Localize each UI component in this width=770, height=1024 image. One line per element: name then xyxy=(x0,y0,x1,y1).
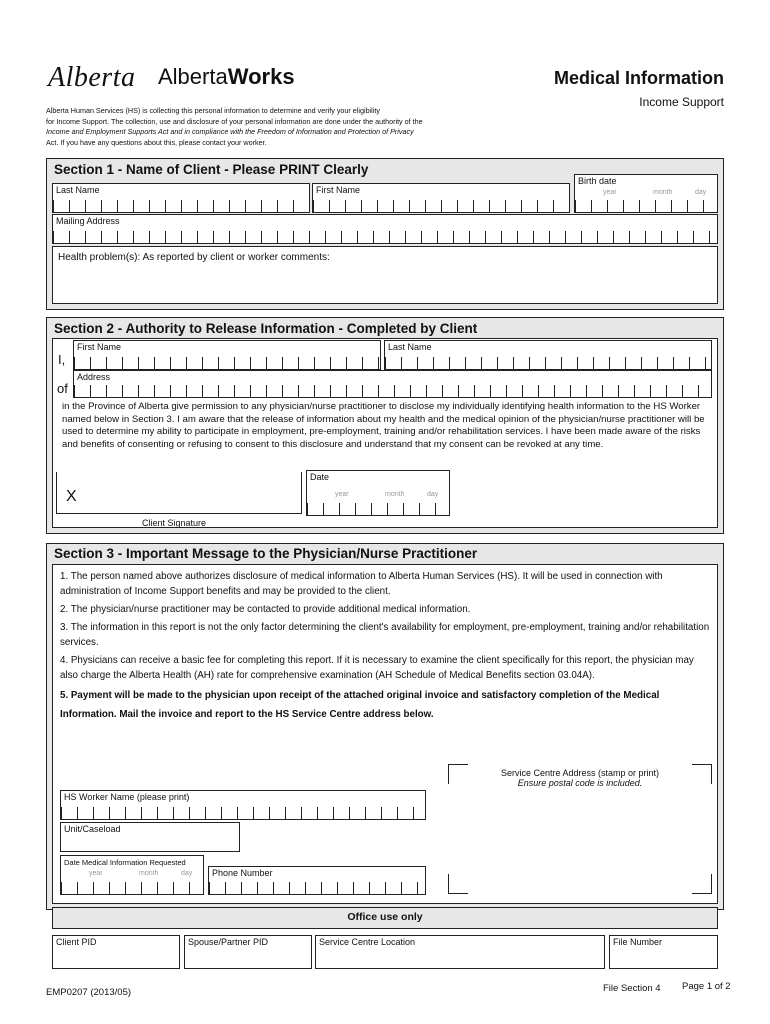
file-section: File Section 4 xyxy=(603,983,661,994)
section-1-title: Section 1 - Name of Client - Please PRINT Clearly xyxy=(54,162,369,177)
client-pid-field[interactable]: Client PID xyxy=(52,935,180,969)
message-item: 2. The physician/nurse practitioner may be contacted to provide additional medical information. xyxy=(60,604,471,615)
document-title: Medical Information xyxy=(553,68,724,88)
signature-field[interactable] xyxy=(56,472,302,514)
privacy-notice: Alberta Human Services (HS) is collecting this personal information to determine and verify your eligibility for Income Support. The collection, use and disclosure of your personal information are done under the authority of the Income and Employment Supports Act and in compliance with the Freedom of Information and Protection of Privacy Act. If you have any questions about this, please contact your worker. xyxy=(46,106,423,147)
consent-date-field[interactable]: Date year month day xyxy=(306,470,450,516)
service-centre-box[interactable]: Service Centre Address (stamp or print) Ensure postal code is included. xyxy=(448,764,712,894)
alberta-logo: Alberta xyxy=(48,62,136,93)
last-name-field[interactable]: Last Name xyxy=(52,183,310,213)
office-use-title: Office use only xyxy=(347,911,423,923)
unit-caseload-field[interactable]: Unit/Caseload xyxy=(60,822,240,852)
consent-text: in the Province of Alberta give permission to any physician/nurse practitioner to disclose my individually identifying health information to the HS Worker named below in Section 3. I am aware that the release of information about my health and the medical opinion of the physician/nurse practitioner will be used to determine my ability to participate in employment, pre-employment, training and/or rehabilitation services. I have been made aware of the risks and benefits of consenting or refusing to consent to this disclosure and understand that my consent can be revoked at any time. xyxy=(62,401,705,450)
form-code: EMP0207 (2013/05) xyxy=(46,987,132,998)
i-label: I, xyxy=(58,352,66,367)
consent-address-field[interactable]: Address xyxy=(73,370,712,398)
document-subtitle: Income Support xyxy=(639,95,724,109)
service-location-field[interactable]: Service Centre Location xyxy=(315,935,605,969)
client-signature-label: Client Signature xyxy=(142,518,207,528)
message-item-payment: 5. Payment will be made to the physician upon receipt of the attached original invoice and satisfactory completion of the Medical Information. Mail the invoice and report to the HS Service Centre address below. xyxy=(60,690,660,720)
first-name-field[interactable]: First Name xyxy=(312,183,570,213)
signature-x: X xyxy=(66,488,77,505)
mailing-address-field[interactable]: Mailing Address xyxy=(52,214,718,244)
message-item: 1. The person named above authorizes disclosure of medical information to Alberta Human Services (HS). It will be used in connection with administration of Income Support benefits and may be provided to the client. xyxy=(60,571,663,597)
health-problems-field[interactable]: Health problem(s): As reported by client or worker comments: xyxy=(52,246,718,304)
spouse-pid-field[interactable]: Spouse/Partner PID xyxy=(184,935,312,969)
file-number-field[interactable]: File Number xyxy=(609,935,718,969)
message-item: 4. Physicians can receive a basic fee for completing this report. If it is necessary to examine the client specifically for this report, the physician may also charge the Alberta Health (AH) rate for comprehensive examination (AH Schedule of Medical Benefits section 03.04A). xyxy=(60,655,694,681)
section-2-title: Section 2 - Authority to Release Information - Completed by Client xyxy=(54,321,478,336)
date-requested-field[interactable]: Date Medical Information Requested year month day xyxy=(60,855,204,895)
section-3-title: Section 3 - Important Message to the Physician/Nurse Practitioner xyxy=(54,546,478,561)
albertaworks-logo: AlbertaWorks xyxy=(158,64,295,89)
physician-message-list xyxy=(60,569,714,727)
page-number: Page 1 of 2 xyxy=(682,981,731,992)
hs-worker-name-field[interactable]: HS Worker Name (please print) xyxy=(60,790,426,820)
message-item: 3. The information in this report is not the only factor determining the client's availability for employment, pre-employment, training and/or rehabilitation services. xyxy=(60,622,710,648)
phone-number-field[interactable]: Phone Number xyxy=(208,866,426,895)
consent-last-name-field[interactable]: Last Name xyxy=(384,340,712,370)
birth-date-field[interactable]: Birth date year month day xyxy=(574,174,718,213)
consent-first-name-field[interactable]: First Name xyxy=(73,340,381,370)
of-label: of xyxy=(57,381,68,396)
